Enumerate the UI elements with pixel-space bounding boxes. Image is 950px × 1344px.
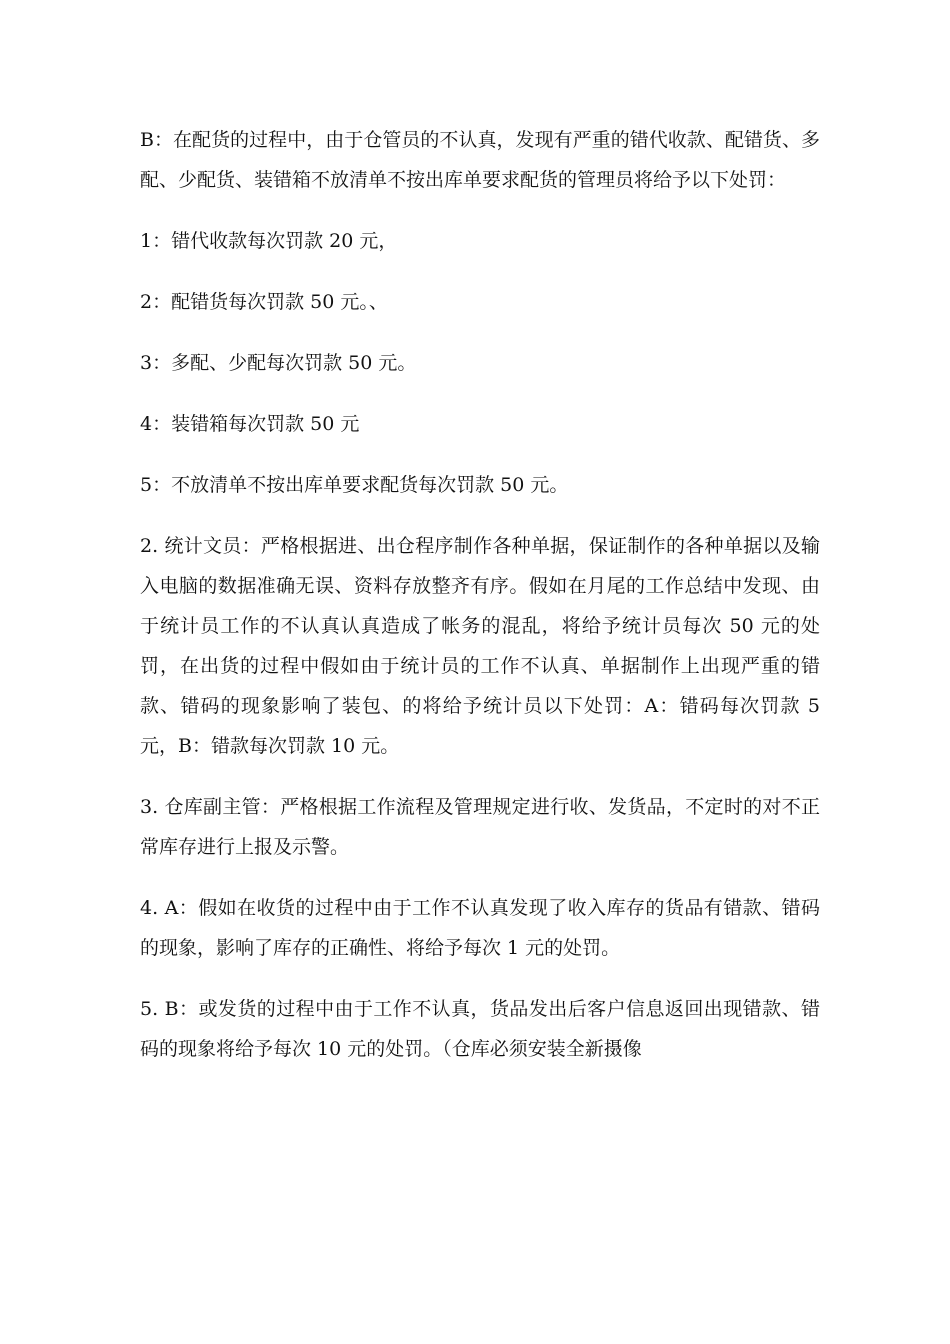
- paragraph-statistics-clerk: 2. 统计文员：严格根据进、出仓程序制作各种单据，保证制作的各种单据以及输入电脑的数据准确无误、资料存放整齐有序。假如在月尾的工作总结中发现、由于统计员工作的不认真认真造成了帐务的混乱，将给予统计员每次 50 元的处罚，在出货的过程中假如由于统计员的工作不认真、单据制作上出现严重的错款、错码的现象影响了装包、的将给予统计员以下处罚：A：错码每次罚款 5 元，B：错款每次罚款 10 元。: [140, 535, 820, 757]
- paragraph-b-packing-errors: B：在配货的过程中，由于仓管员的不认真，发现有严重的错代收款、配错货、多配、少配货、装错箱不放清单不按出库单要求配货的管理员将给予以下处罚：: [140, 129, 820, 191]
- penalty-item-3: 3：多配、少配每次罚款 50 元。: [140, 352, 417, 374]
- paragraph-receiving-errors: 4. A：假如在收货的过程中由于工作不认真发现了收入库存的货品有错款、错码的现象，影响了库存的正确性、将给予每次 1 元的处罚。: [140, 897, 820, 959]
- penalty-item-5: 5：不放清单不按出库单要求配货每次罚款 50 元。: [140, 474, 569, 496]
- paragraph-deputy-supervisor: 3. 仓库副主管：严格根据工作流程及管理规定进行收、发货品，不定时的对不正常库存进行上报及示警。: [140, 796, 820, 858]
- penalty-item-1: 1：错代收款每次罚款 20 元，: [140, 230, 398, 252]
- document-body: [140, 120, 820, 1090]
- penalty-item-2: 2：配错货每次罚款 50 元。、: [140, 291, 388, 313]
- penalty-item-4: 4：装错箱每次罚款 50 元: [140, 413, 360, 435]
- paragraph-shipping-errors: 5. B：或发货的过程中由于工作不认真，货品发出后客户信息返回出现错款、错码的现象将给予每次 10 元的处罚。（仓库必须安装全新摄像: [140, 998, 820, 1060]
